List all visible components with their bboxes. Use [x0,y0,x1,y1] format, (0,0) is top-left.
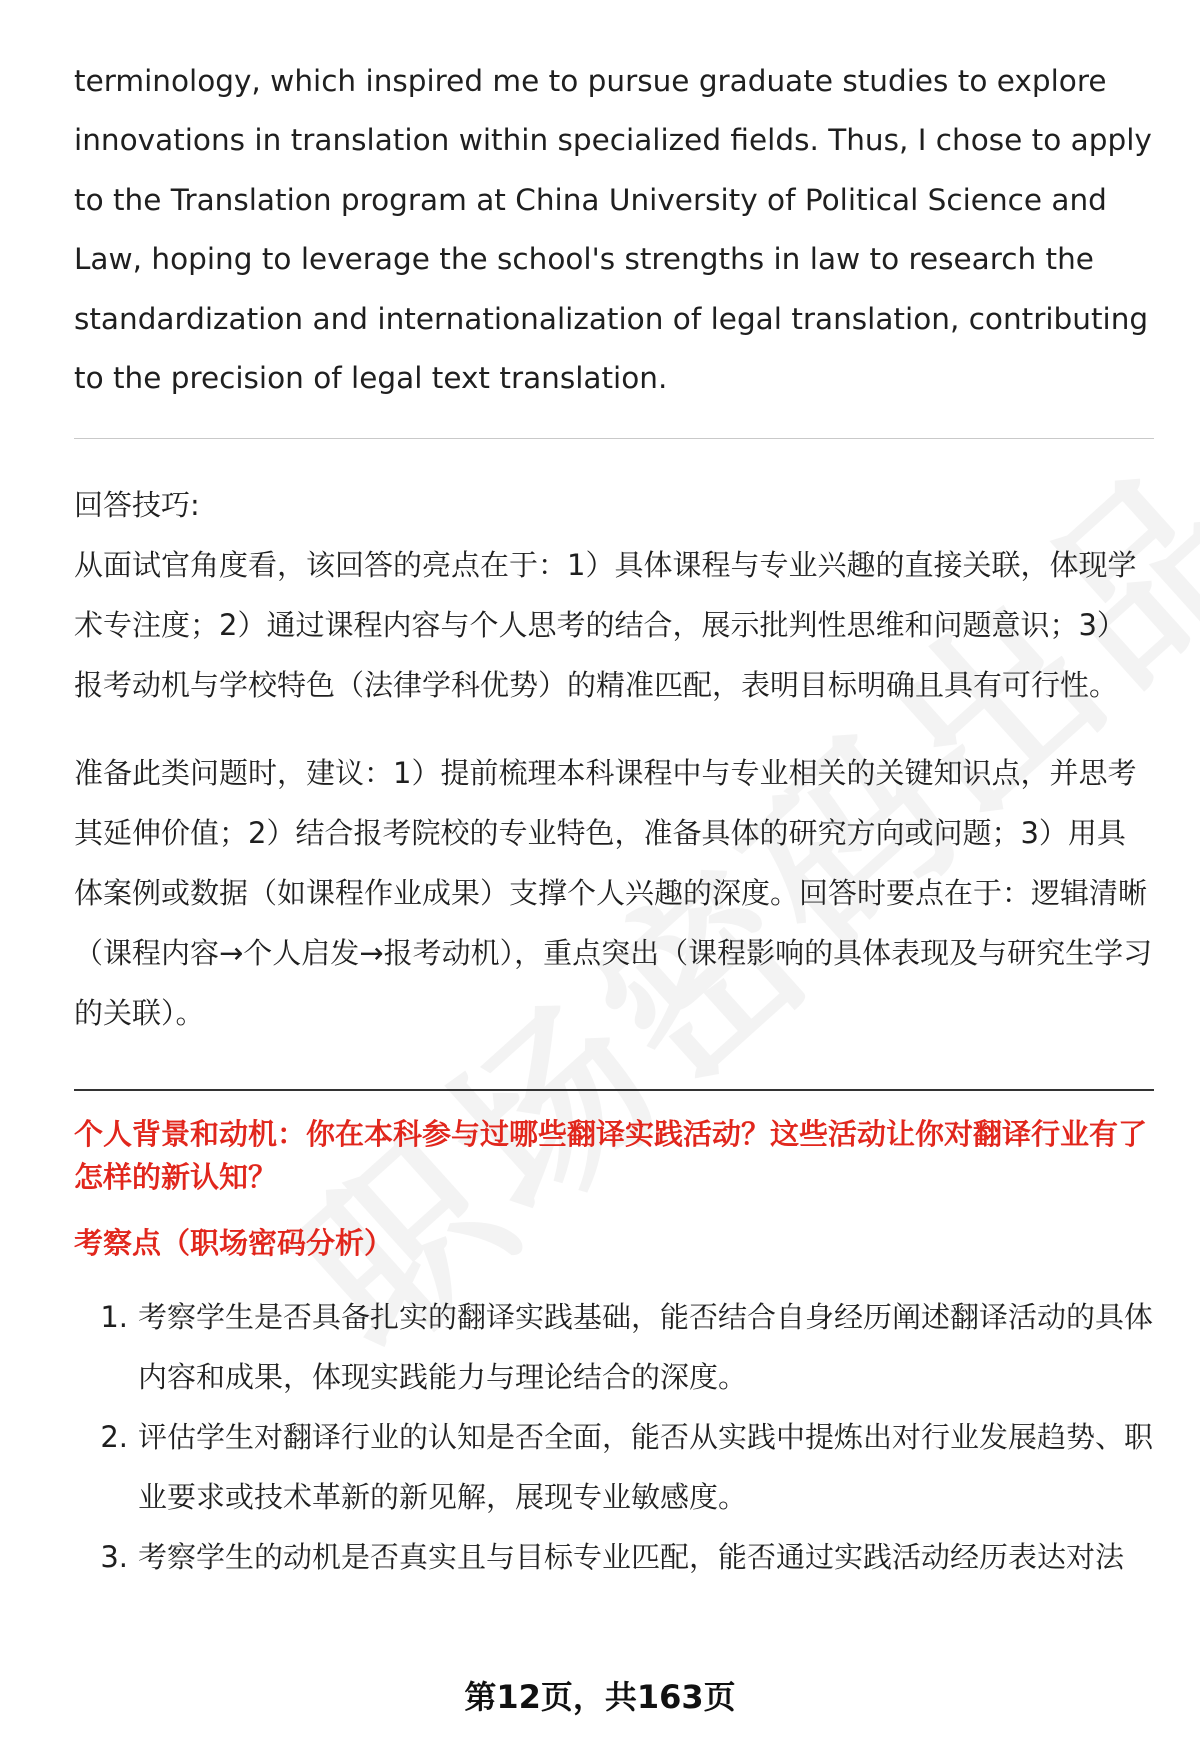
list-text: 考察学生的动机是否真实且与目标专业匹配，能否通过实践活动经历表达对法 [138,1540,1125,1575]
list-item [74,1527,1154,1587]
section-divider [74,438,1154,439]
list-text: 考察学生是否具备扎实的翻译实践基础，能否结合自身经历阐述翻译活动的具体内容和成果，体现实践能力与理论结合的深度。 [138,1300,1154,1395]
list-number: 1. [100,1300,128,1335]
page-content [74,52,1154,1587]
list-text: 评估学生对翻译行业的认知是否全面，能否从实践中提炼出对行业发展趋势、职业要求或技术革新的新见解，展现专业敏感度。 [138,1420,1154,1515]
list-item [74,1407,1154,1527]
assessment-points [74,1287,1154,1587]
tips-advice: 准备此类问题时，建议：1）提前梳理本科课程中与专业相关的关键知识点，并思考其延伸价值；2）结合报考院校的专业特色，准备具体的研究方向或问题；3）用具体案例或数据（如课程作业成果）支撑个人兴趣的深度。回答时要点在于：逻辑清晰（课程内容→个人启发→报考动机），重点突出（课程影响的具体表现及与研究生学习的关联）。 [74,756,1153,1031]
tips-highlights: 从面试官角度看，该回答的亮点在于：1）具体课程与专业兴趣的直接关联，体现学术专注度；2）通过课程内容与个人思考的结合，展示批判性思维和问题意识；3）报考动机与学校特色（法律学科优势）的精准匹配，表明目标明确且具有可行性。 [74,548,1137,703]
list-number: 3. [100,1540,128,1575]
question-title: 个人背景和动机：你在本科参与过哪些翻译实践活动？这些活动让你对翻译行业有了怎样的新认知？ [74,1117,1148,1195]
list-number: 2. [100,1420,128,1455]
answer-paragraph: terminology, which inspired me to pursue graduate studies to explore innovations in translation within specialized fields. Thus, I chose to apply to the Translation program at China University of Political Science and Law, hoping to leverage the school's strengths in law to research the standardization and internationalization of legal translation, contributing to the precision of legal text translation. [74,64,1152,396]
tips-label: 回答技巧: [74,488,200,523]
question-divider [74,1089,1154,1091]
assessment-heading: 考察点（职场密码分析） [74,1226,394,1261]
page-number: 第12页，共163页 [464,1678,736,1716]
list-item [74,1287,1154,1407]
